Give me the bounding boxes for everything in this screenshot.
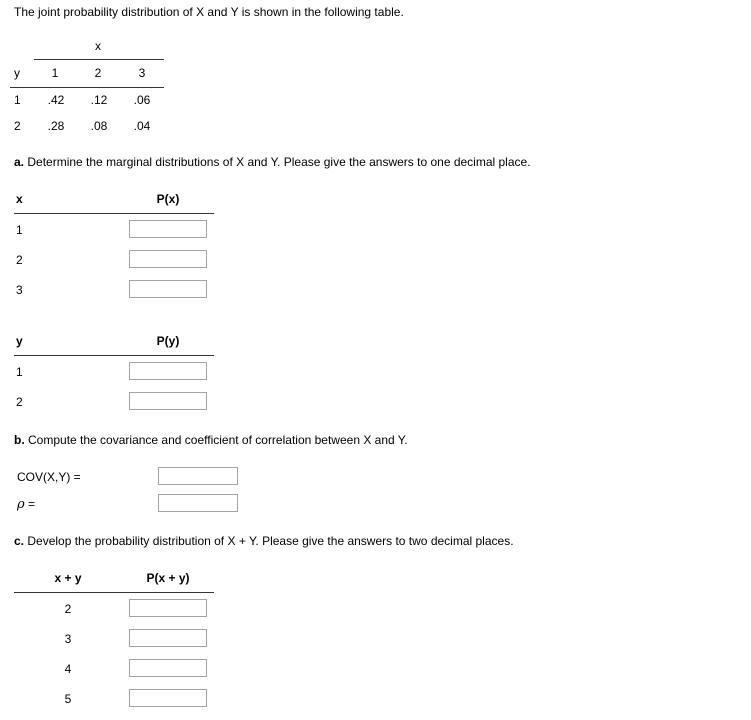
correlation-input[interactable]: [158, 494, 238, 512]
sum-value: 2: [64, 602, 72, 616]
marginal-x-var-header: x: [16, 192, 23, 206]
joint-cell: .42: [47, 93, 65, 107]
joint-x-value: 1: [51, 66, 59, 80]
joint-cell: .08: [90, 119, 108, 133]
marginal-y-value: 2: [16, 395, 23, 409]
marginal-y-header-rule: [14, 355, 214, 356]
sum-prob-header: P(x + y): [146, 571, 190, 585]
part-c-question: [14, 534, 514, 548]
part-b-text: Compute the covariance and coefficient of correlation between X and Y.: [28, 433, 408, 447]
intro-text: The joint probability distribution of X and Y is shown in the following table.: [14, 5, 404, 19]
joint-row-y: 2: [14, 119, 21, 133]
sum-value: 3: [64, 632, 72, 646]
marginal-x-value: 2: [16, 253, 23, 267]
correlation-equals: =: [28, 497, 36, 511]
joint-header-rule: [10, 87, 164, 88]
marginal-y-prob-header: P(y): [156, 334, 180, 348]
joint-x-value: 2: [94, 66, 102, 80]
part-c-text: Develop the probability distribution of X + Y. Please give the answers to two decimal places.: [27, 534, 514, 548]
joint-header-rule: [34, 59, 164, 60]
joint-cell: .06: [133, 93, 151, 107]
correlation-label: [17, 497, 35, 512]
marginal-y-value: 1: [16, 365, 23, 379]
marginal-y-answer-input[interactable]: [129, 392, 207, 410]
sum-header-rule: [14, 592, 214, 593]
joint-x-header: x: [95, 39, 101, 53]
sum-answer-input[interactable]: [129, 659, 207, 677]
marginal-y-answer-input[interactable]: [129, 362, 207, 380]
part-b-letter: b.: [14, 433, 25, 447]
covariance-label: COV(X,Y) =: [17, 470, 81, 484]
sum-value: 4: [64, 662, 72, 676]
marginal-x-value: 3: [16, 283, 23, 297]
covariance-input[interactable]: [158, 467, 238, 485]
sum-var-header: x + y: [54, 571, 82, 585]
marginal-x-answer-input[interactable]: [129, 220, 207, 238]
joint-cell: .28: [47, 119, 65, 133]
marginal-x-prob-header: P(x): [156, 192, 180, 206]
part-a-question: [14, 155, 531, 169]
sum-answer-input[interactable]: [129, 599, 207, 617]
marginal-x-answer-input[interactable]: [129, 280, 207, 298]
joint-y-header: y: [14, 66, 20, 80]
marginal-x-value: 1: [16, 223, 23, 237]
joint-row-y: 1: [14, 93, 21, 107]
sum-value: 5: [64, 692, 72, 706]
sum-answer-input[interactable]: [129, 689, 207, 707]
part-c-letter: c.: [14, 534, 25, 548]
marginal-x-answer-input[interactable]: [129, 250, 207, 268]
part-a-letter: a.: [14, 155, 25, 169]
sum-answer-input[interactable]: [129, 629, 207, 647]
joint-x-value: 3: [138, 66, 146, 80]
rho-symbol: ρ: [17, 497, 25, 512]
part-b-question: [14, 433, 408, 447]
joint-cell: .12: [90, 93, 108, 107]
part-a-text: Determine the marginal distributions of X and Y. Please give the answers to one decimal place.: [27, 155, 531, 169]
joint-cell: .04: [133, 119, 151, 133]
marginal-y-var-header: y: [16, 334, 23, 348]
marginal-x-header-rule: [14, 213, 214, 214]
